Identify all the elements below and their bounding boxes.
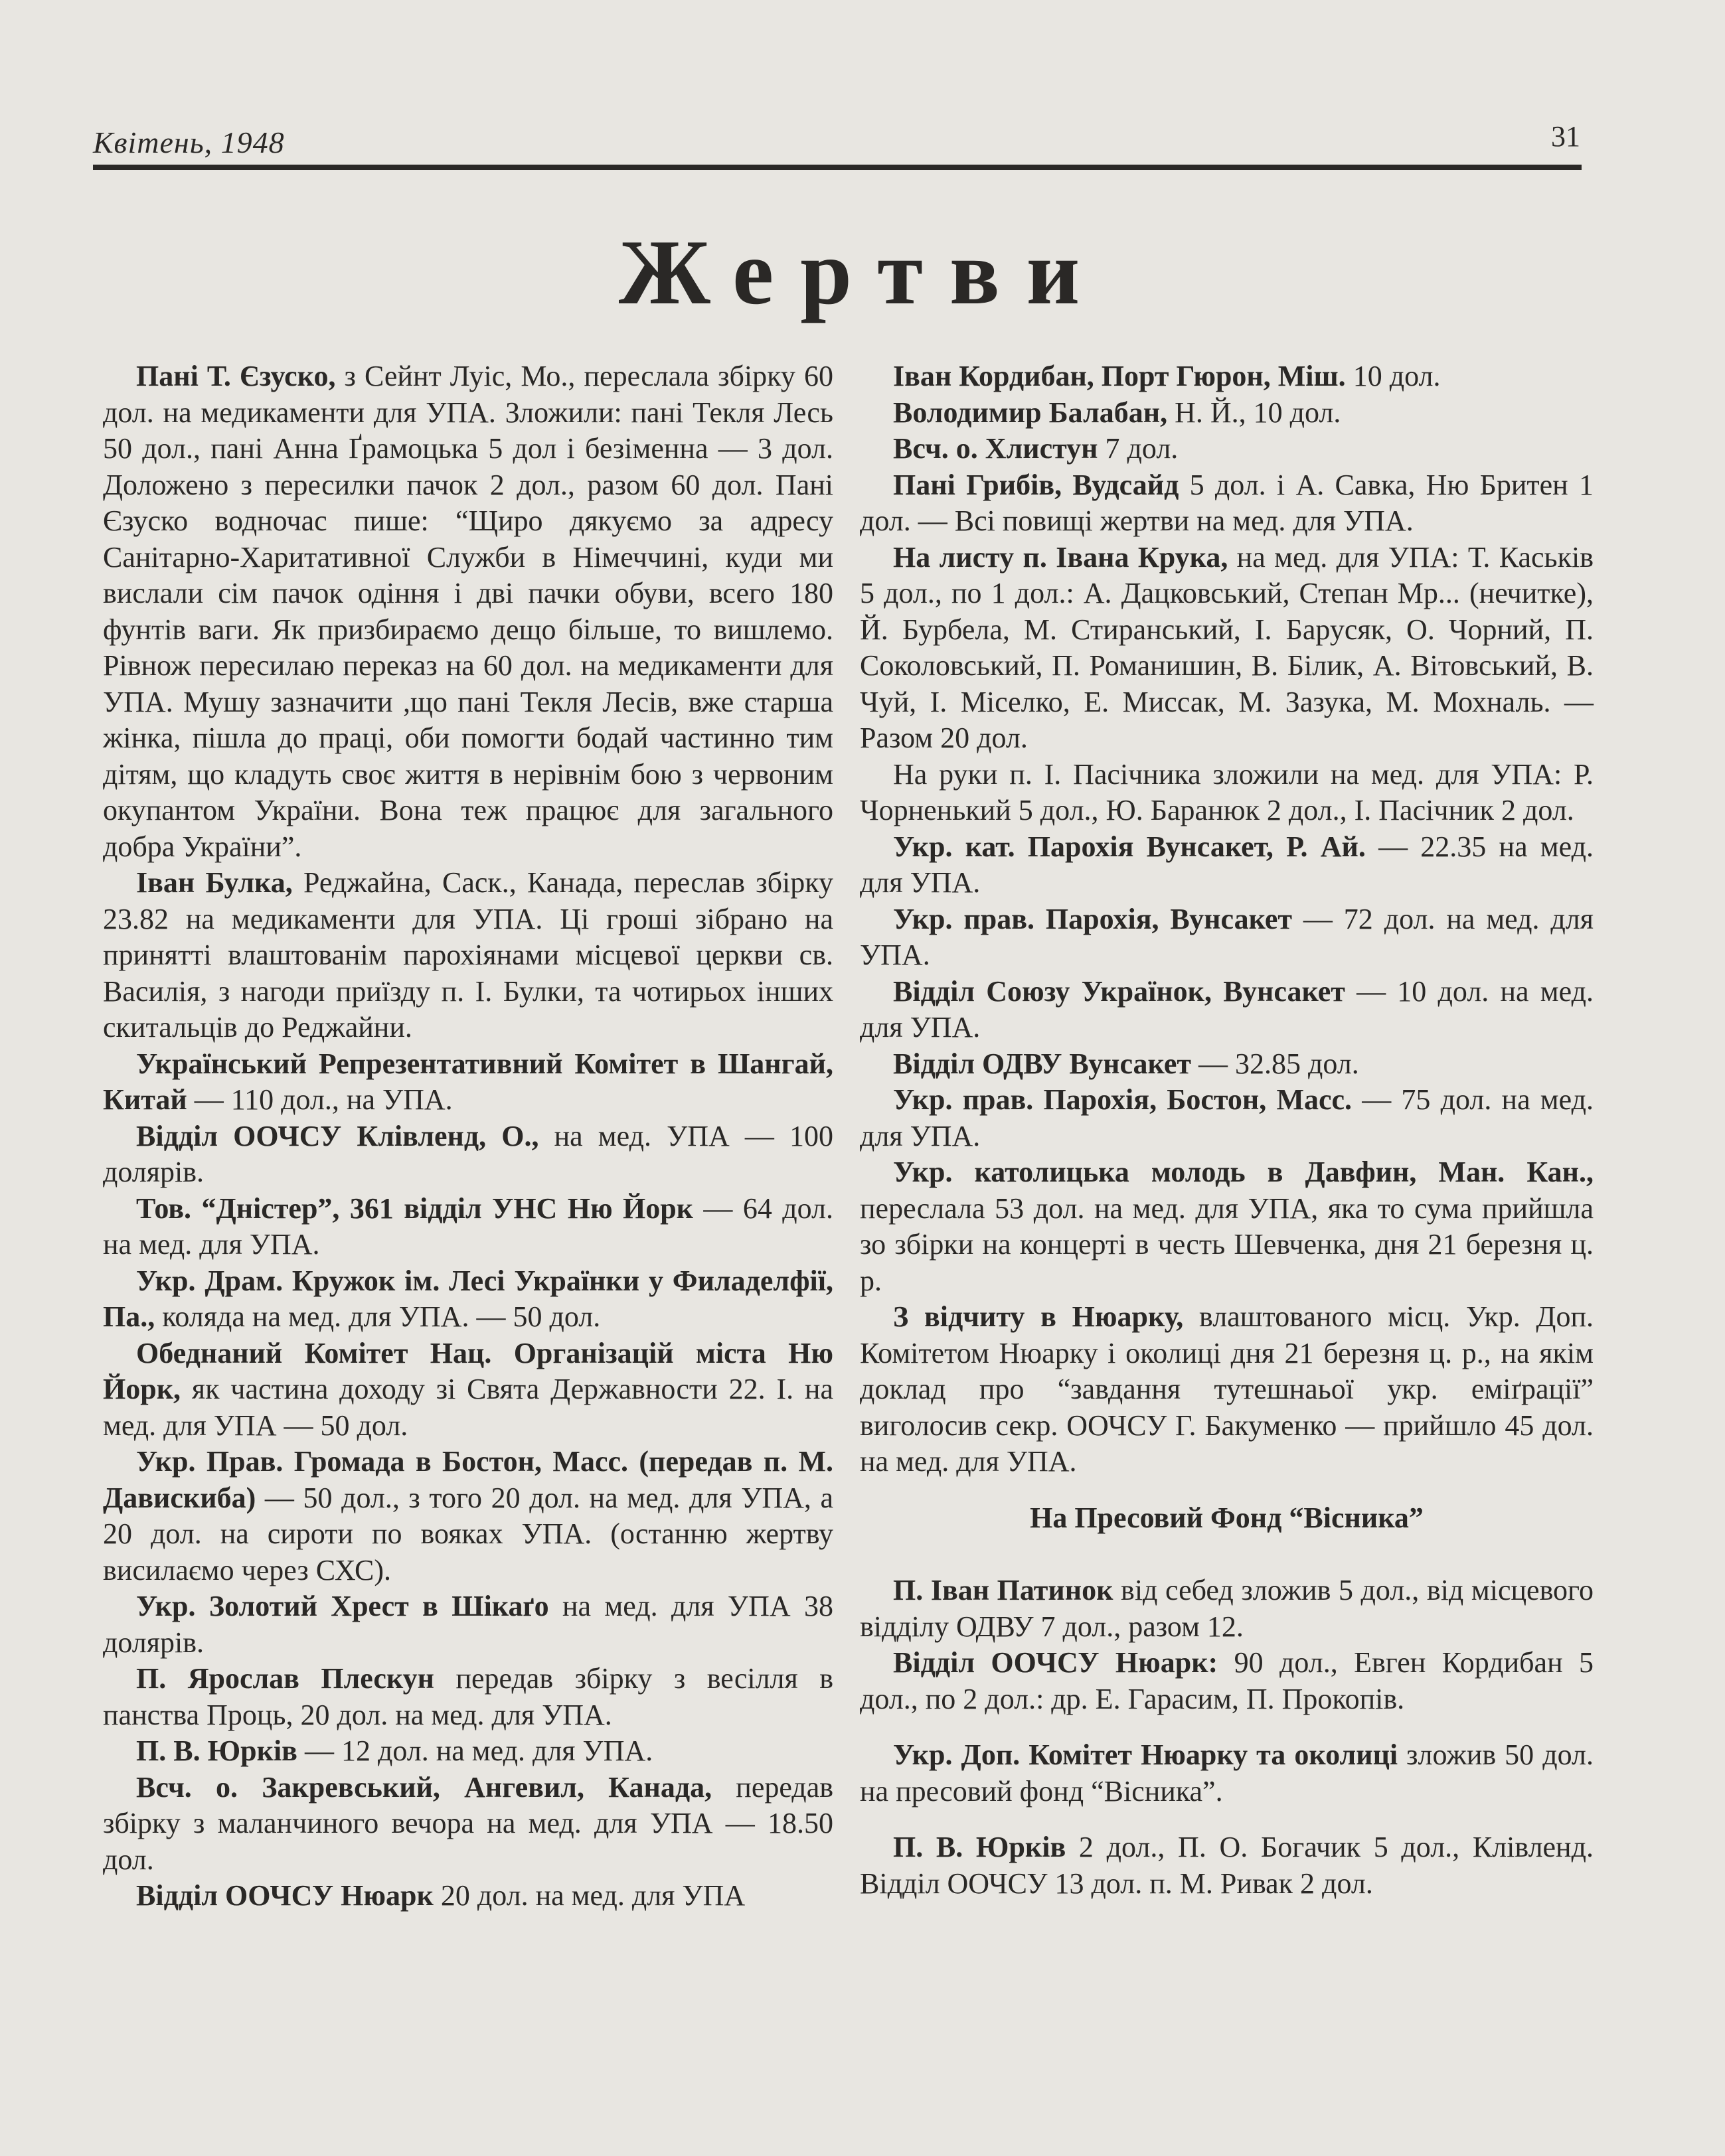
donation-entry: Іван Кордибан, Порт Гюрон, Міш. 10 дол. xyxy=(893,360,1441,392)
press-fund-entry: Укр. Доп. Комітет Нюарку та околиці зложив 50 дол. на пресовий фонд “Вісника”. xyxy=(860,1738,1594,1808)
donation-entry: Пані Грибів, Вудсайд 5 дол. і А. Савка, Ню Бритен 1 дол. — Всі повищі жертви на мед. для УПА. xyxy=(860,468,1594,537)
donation-entry: Відділ ООЧСУ Клівленд, О., на мед. УПА — 100 долярів. xyxy=(103,1119,833,1188)
press-fund-heading: На Пресовий Фонд “Вісника” xyxy=(1030,1501,1424,1534)
press-fund-entry: П. Іван Патинок від себед зложив 5 дол., від місцевого відділу ОДВУ 7 дол., разом 12. xyxy=(860,1574,1594,1643)
donation-entry: Відділ ООЧСУ Нюарк 20 дол. на мед. для УПА xyxy=(136,1879,746,1912)
donation-entry: П. Ярослав Плескун передав збірку з весілля в панства Проць, 20 дол. на мед. для УПА. xyxy=(103,1662,833,1731)
donation-entry: Відділ ОДВУ Вунсакет — 32.85 дол. xyxy=(893,1047,1359,1080)
donation-entry: З відчиту в Нюарку, влаштованого місц. Укр. Доп. Комітетом Нюарку і околиці дня 21 березня ц. р., на якім доклад про “завдання тутешнаьої укр. еміґрації” виголосив секр. ООЧСУ Г. Бакуменко — прийшло 45 дол. на мед. для УПА. xyxy=(860,1300,1594,1478)
donation-entry: На листу п. Івана Крука, на мед. для УПА: Т. Каськів 5 дол., по 1 дол.: А. Дацковський, Степан Мр... (нечитке), Й. Бурбела, М. Стиранський, І. Барусяк, О. Чорний, П. Соколовський, П. Романишин, В. Білик, А. Вітовський, В. Чуй, І. Міселко, Е. Миссак, М. Зазука, М. Мохналь. — Разом 20 дол. xyxy=(860,540,1594,754)
donation-entry: Український Репрезентативний Комітет в Шангай, Китай — 110 дол., на УПА. xyxy=(103,1047,833,1116)
left-column xyxy=(103,358,833,1914)
page-header xyxy=(93,119,1580,166)
donation-entry: П. В. Юрків — 12 дол. на мед. для УПА. xyxy=(136,1734,653,1767)
donation-entry: Відділ Союзу Українок, Вунсакет — 10 дол. на мед. для УПА. xyxy=(860,974,1594,1043)
donation-entry: Володимир Балабан, Н. Й., 10 дол. xyxy=(893,396,1341,429)
donation-entry: Пані Т. Єзуско, з Сейнт Луіс, Мо., переслала збірку 60 дол. на медикаменти для УПА. Зложили: пані Текля Лесь 50 дол., пані Анна Ґрамоцька 5 дол і безіменна — 3 дол. Доложено з пересилки пачок 2 дол., разом 60 дол. Пані Єзуско водночас пише: “Щиро дякуємо за адресу Санітарно-Харитативної Служби в Німеччині, куди ми вислали сім пачок одіння і дві пачки обуви, всего 180 фунтів ваги. Як призбираємо дещо більше, то вишлемо. Рівнож пересилаю переказ на 60 дол. на медикаменти для УПА. Мушу зазначити ,що пані Текля Лесів, вже старша жінка, пішла до праці, оби помогти бодай частинно тим дітям, що кладуть своє життя в нерівнім бою з червоним окупантом України. Вона теж працює для загального добра України”. xyxy=(103,360,833,863)
donation-entry: Укр. католицька молодь в Давфин, Ман. Кан., переслала 53 дол. на мед. для УПА, яка то сума прийшла зо збірки на концерті в честь Шевченка, дня 21 березня ц. р. xyxy=(860,1156,1594,1297)
donation-entry: Укр. прав. Парохія, Бостон, Масс. — 75 дол. на мед. для УПА. xyxy=(860,1083,1594,1152)
donation-entry: Укр. Прав. Громада в Бостон, Масс. (передав п. М. Давискиба) — 50 дол., з того 20 дол. на мед. для УПА, а 20 дол. на сироти по вояках УПА. (останню жертву висилаємо через СХС). xyxy=(103,1445,833,1586)
donation-entry: Укр. прав. Парохія, Вунсакет — 72 дол. на мед. для УПА. xyxy=(860,902,1594,971)
donation-entry: Всч. о. Закревський, Ангевил, Канада, передав збірку з маланчиного вечора на мед. для УПА — 18.50 дол. xyxy=(103,1770,834,1876)
donation-entry: Укр. Золотий Хрест в Шікаґо на мед. для УПА 38 долярів. xyxy=(103,1590,834,1659)
donation-entry: Іван Булка, Реджайна, Саск., Канада, переслав збірку 23.82 на медикаменти для УПА. Ці гроші зібрано на принятті влаштованім парохіянами місцевої церкви св. Василія, з нагоди приїзду п. І. Булки, та чотирьох інших скитальців до Реджайни. xyxy=(103,866,833,1043)
press-fund-entry: П. В. Юрків 2 дол., П. О. Богачик 5 дол., Клівленд. Відділ ООЧСУ 13 дол. п. М. Ривак 2 дол. xyxy=(860,1831,1594,1900)
header-rule xyxy=(93,165,1582,170)
page-number: 31 xyxy=(1551,120,1580,153)
press-fund-entry: Відділ ООЧСУ Нюарк: 90 дол., Евген Кордибан 5 дол., по 2 дол.: др. Е. Гарасим, П. Прокопів. xyxy=(860,1646,1594,1715)
donation-entry: Тов. “Дністер”, 361 відділ УНС Ню Йорк — 64 дол. на мед. для УПА. xyxy=(103,1192,833,1261)
donation-entry: Обеднаний Комітет Нац. Організацій міста Ню Йорк, як частина доходу зі Свята Державности 22. І. на мед. для УПА — 50 дол. xyxy=(103,1336,833,1442)
donation-entry: На руки п. І. Пасічника зложили на мед. для УПА: Р. Чорненький 5 дол., Ю. Баранюк 2 дол., І. Пасічник 2 дол. xyxy=(860,757,1594,826)
page-title: Жертви xyxy=(618,221,1107,324)
donation-entry: Укр. Драм. Кружок ім. Лесі Українки у Филаделфії, Па., коляда на мед. для УПА. — 50 дол. xyxy=(103,1264,833,1333)
donation-entry: Всч. о. Хлистун 7 дол. xyxy=(893,432,1179,465)
issue-date: Квітень, 1948 xyxy=(93,125,285,159)
donation-entry: Укр. кат. Парохія Вунсакет, Р. Ай. — 22.35 на мед. для УПА. xyxy=(860,830,1594,899)
right-column xyxy=(860,358,1594,1902)
